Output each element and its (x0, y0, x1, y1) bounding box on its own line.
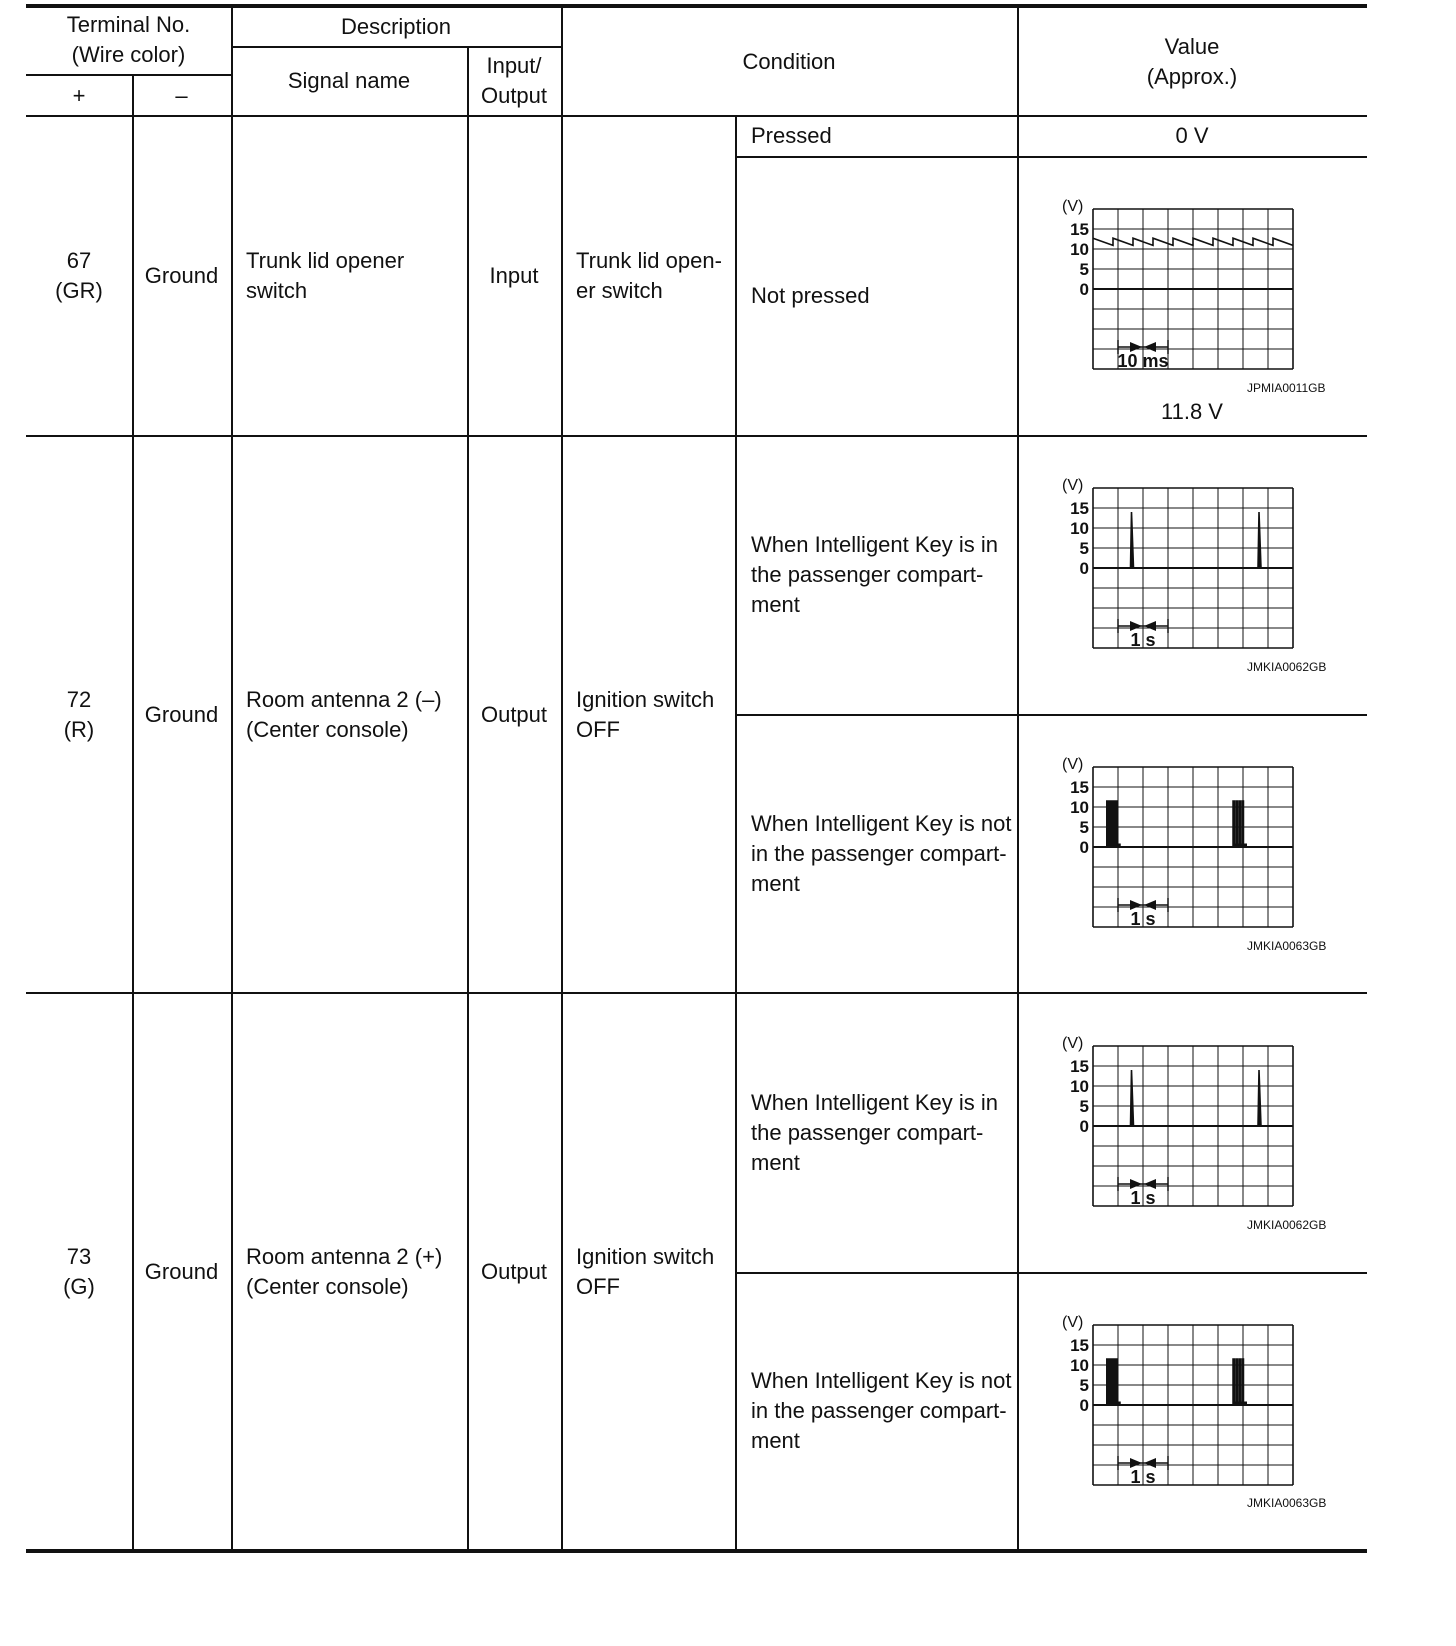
scope-pulse (1116, 801, 1118, 847)
row-73-ground-text: Ground (144, 1258, 219, 1284)
header-divider (26, 74, 231, 76)
scope-y-tick-label: 10 (1070, 1356, 1089, 1375)
row-67-terminal-text: 67 (GR) (55, 248, 103, 303)
row-73-signal-text: Room antenna 2 (+) (Center console) (246, 1243, 443, 1299)
header-input-output (467, 46, 561, 116)
figure-code: JPMIA0011GB (1247, 381, 1326, 395)
row-72-sub-key-not-in (751, 714, 1013, 993)
scope-time-label: 1 s (1130, 1467, 1156, 1487)
row-67-sub-pressed-text: Pressed (751, 123, 832, 148)
scope-y-tick-label: 10 (1070, 240, 1089, 259)
row-73-io-text: Output (480, 1258, 548, 1284)
scope-pulse (1236, 801, 1238, 847)
column-divider (1017, 4, 1019, 1550)
row-73-condition-text: Ignition switch OFF (576, 1243, 715, 1299)
row-67-value-not-pressed: 11.8 V (1161, 399, 1223, 424)
row-72-condition-text: Ignition switch OFF (576, 686, 715, 742)
row-67-sub-not-pressed-text: Not pressed (751, 283, 870, 308)
row-72-signal-text: Room antenna 2 (–) (Center console) (246, 686, 442, 742)
scope-unit-label: (V) (1062, 198, 1084, 215)
oscilloscope-trace (1060, 754, 1300, 929)
scope-y-tick-label: 15 (1070, 499, 1089, 518)
scope-pulse (1110, 1359, 1112, 1405)
header-condition (561, 8, 1017, 116)
scope-y-tick-label: 0 (1079, 559, 1089, 578)
scope-pulse (1239, 1359, 1241, 1405)
scope-unit-label: (V) (1062, 477, 1084, 494)
header-terminal-no (26, 8, 231, 72)
row-72-signal (246, 436, 466, 993)
scope-unit-label: (V) (1062, 1314, 1084, 1331)
scope-pulse (1116, 1359, 1118, 1405)
scope-time-label: 1 s (1130, 630, 1156, 650)
row-72-terminal-text: 72 (R) (63, 686, 95, 742)
scope-unit-label: (V) (1062, 1035, 1084, 1052)
scope-pulse (1110, 801, 1112, 847)
header-terminal-no-text: Terminal No. (Wire color) (66, 12, 191, 67)
figure-code: JMKIA0063GB (1247, 939, 1327, 953)
row-72-io-text: Output (480, 701, 548, 727)
table-top-border (26, 4, 1367, 8)
row-72-terminal (26, 436, 132, 993)
scope-pulse (1242, 1359, 1244, 1405)
row-67-sub-not-pressed (751, 156, 1011, 436)
scope-y-tick-label: 10 (1070, 1077, 1089, 1096)
scope-y-tick-label: 15 (1070, 1336, 1089, 1355)
scope-pulse (1258, 512, 1261, 568)
row-67-signal (246, 116, 461, 436)
column-divider (132, 74, 134, 1550)
row-73-io (467, 993, 561, 1550)
scope-svg (1060, 196, 1300, 371)
row-67-io (467, 116, 561, 436)
column-divider (561, 4, 563, 1550)
scope-pulse (1242, 801, 1244, 847)
header-description-text: Description (340, 14, 452, 39)
header-divider (231, 46, 561, 48)
scope-pulse (1107, 1359, 1109, 1405)
row-72-ground (132, 436, 231, 993)
scope-time-label: 1 s (1130, 1188, 1156, 1208)
row-67-sub-pressed (751, 116, 1011, 156)
scope-y-tick-label: 0 (1079, 838, 1089, 857)
row-divider (735, 1272, 1367, 1274)
scope-y-tick-label: 10 (1070, 798, 1089, 817)
scope-svg (1060, 475, 1300, 650)
row-divider (26, 992, 1367, 994)
row-73-terminal (26, 993, 132, 1550)
header-signal-name-text: Signal name (287, 68, 411, 93)
row-67-ground (132, 116, 231, 436)
row-divider (735, 156, 1367, 158)
row-72-sub-key-in-text: When Intelligent Key is in the passenger compart- ment (751, 532, 999, 617)
scope-y-tick-label: 5 (1079, 818, 1089, 837)
column-divider (231, 4, 233, 1550)
scope-pulse (1236, 1359, 1238, 1405)
scope-svg (1060, 754, 1300, 929)
row-73-sub-key-not-in-text: When Intelligent Key is not in the passenger compart- ment (751, 1368, 1012, 1453)
row-67-terminal (26, 116, 132, 436)
scope-y-tick-label: 0 (1079, 1117, 1089, 1136)
row-67-ground-text: Ground (144, 263, 219, 288)
row-72-ground-text: Ground (144, 701, 219, 727)
header-minus (132, 76, 231, 116)
scope-y-tick-label: 10 (1070, 519, 1089, 538)
scope-pulse (1258, 1070, 1261, 1126)
row-73-signal (246, 993, 466, 1550)
row-73-sub-key-in (751, 993, 1013, 1272)
scope-pulse (1131, 1070, 1134, 1126)
header-bottom-border (26, 115, 1367, 117)
table-bottom-border (26, 1549, 1367, 1553)
scope-y-tick-label: 5 (1079, 1376, 1089, 1395)
scope-y-tick-label: 0 (1079, 280, 1089, 299)
header-signal-name (231, 46, 467, 116)
scope-y-tick-label: 5 (1079, 539, 1089, 558)
scope-y-tick-label: 15 (1070, 1057, 1089, 1076)
row-67-condition (576, 116, 731, 436)
scope-unit-label: (V) (1062, 756, 1084, 773)
row-67-signal-text: Trunk lid opener switch (246, 248, 405, 303)
row-67-io-text: Input (489, 263, 539, 288)
row-divider (735, 714, 1367, 716)
oscilloscope-trace (1060, 196, 1300, 371)
row-67-value-pressed (1017, 116, 1367, 156)
scope-y-tick-label: 5 (1079, 260, 1089, 279)
scope-y-tick-label: 0 (1079, 1396, 1089, 1415)
header-plus (26, 76, 132, 116)
row-divider (26, 435, 1367, 437)
figure-code: JMKIA0062GB (1247, 660, 1327, 674)
column-divider (467, 46, 469, 1550)
oscilloscope-trace (1060, 475, 1300, 650)
scope-svg (1060, 1312, 1300, 1487)
row-73-terminal-text: 73 (G) (63, 1243, 95, 1299)
row-72-io (467, 436, 561, 993)
scope-pulse (1233, 801, 1235, 847)
header-condition-text: Condition (742, 49, 836, 74)
scope-pulse (1233, 1359, 1235, 1405)
scope-pulse (1113, 801, 1115, 847)
row-72-condition (576, 436, 731, 993)
scope-pulse (1113, 1359, 1115, 1405)
scope-pulse (1107, 801, 1109, 847)
row-72-sub-key-in (751, 436, 1013, 714)
scope-time-label: 10 ms (1117, 351, 1169, 371)
header-value (1017, 8, 1367, 116)
row-73-sub-key-not-in (751, 1272, 1013, 1550)
figure-code: JMKIA0063GB (1247, 1496, 1327, 1510)
row-73-sub-key-in-text: When Intelligent Key is in the passenger compart- ment (751, 1089, 999, 1175)
row-72-sub-key-not-in-text: When Intelligent Key is not in the passenger compart- ment (751, 810, 1012, 896)
header-minus-text: – (175, 83, 188, 108)
row-73-condition (576, 993, 731, 1550)
scope-y-tick-label: 5 (1079, 1097, 1089, 1116)
header-value-text: Value (Approx.) (1146, 34, 1238, 89)
scope-time-label: 1 s (1130, 909, 1156, 929)
row-73-ground (132, 993, 231, 1550)
header-plus-text: + (72, 83, 86, 108)
header-input-output-text: Input/ Output (480, 53, 548, 108)
scope-pulse (1239, 801, 1241, 847)
oscilloscope-trace (1060, 1312, 1300, 1487)
scope-waveform (1093, 238, 1293, 245)
figure-code: JMKIA0062GB (1247, 1218, 1327, 1232)
scope-pulse (1131, 512, 1134, 568)
row-67-value-pressed-text: 0 V (1175, 123, 1209, 148)
scope-y-tick-label: 15 (1070, 778, 1089, 797)
header-description (231, 8, 561, 46)
scope-svg (1060, 1033, 1300, 1208)
scope-y-tick-label: 15 (1070, 220, 1089, 239)
column-divider (735, 116, 737, 1550)
oscilloscope-trace (1060, 1033, 1300, 1208)
row-67-condition-text: Trunk lid open- er switch (576, 248, 722, 303)
